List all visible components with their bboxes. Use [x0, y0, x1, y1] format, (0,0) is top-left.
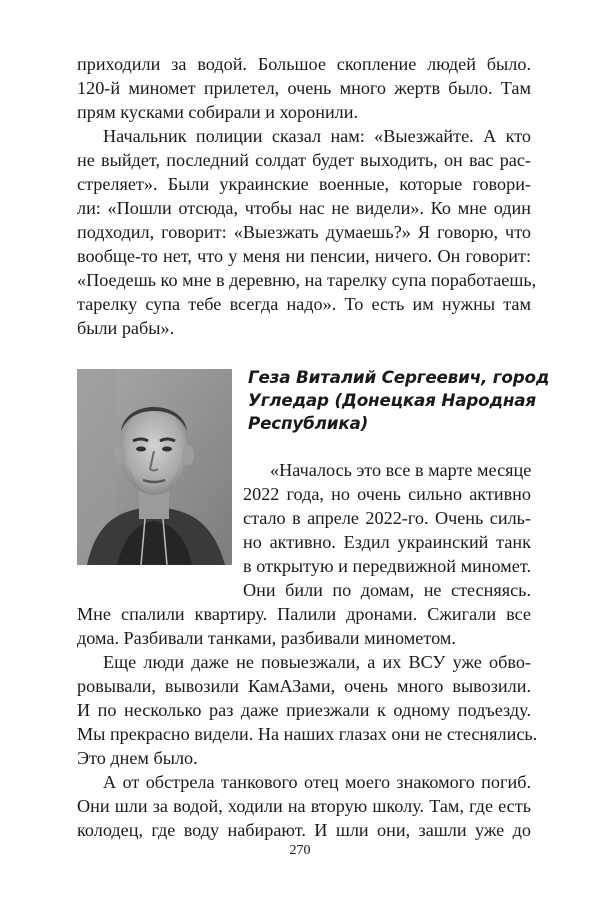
paragraph-2-line: были рабы». [77, 318, 175, 338]
paragraph-2-line: ли: «Пошли отсюда, чтобы нас не видели». Ко мне один [77, 198, 531, 218]
paragraph-2-line: Начальник полиции сказал нам: «Выезжайте. А кто [103, 126, 531, 146]
paragraph-3-line: но активно. Ездил украинский танк [243, 532, 531, 552]
paragraph-2-line: вообще-то нет, что у меня ни пенсии, ничего. Он говорит: [77, 246, 531, 266]
paragraph-2-line: подходил, говорит: «Выезжать думаешь?» Я говорю, что [77, 222, 531, 242]
paragraph-3-line: дома. Разбивали танками, разбивали минометом. [77, 628, 456, 648]
paragraph-3-line: 2022 года, но очень сильно активно [243, 484, 531, 504]
paragraph-4-line: И по несколько раз даже приезжали к одному подъезду. [77, 700, 531, 720]
portrait-photo [77, 369, 232, 565]
paragraph-1-line: прям кусками собирали и хоронили. [77, 102, 359, 122]
paragraph-5-line: колодец, где воду набирают. И шли они, зашли уже до [77, 820, 531, 840]
paragraph-5-line: Они шли за водой, ходили на вторую школу. Там, где есть [77, 796, 531, 816]
paragraph-4-line: Это днем было. [77, 748, 198, 768]
paragraph-5-line: А от обстрела танкового отец моего знакомого погиб. [103, 772, 531, 792]
paragraph-3-line: в открытую и передвижной миномет. [243, 556, 531, 576]
paragraph-2-line: стреляет». Были украинские военные, которые говори- [77, 174, 531, 194]
page-number: 270 [289, 843, 311, 858]
paragraph-2-line: «Поедешь ко мне в деревню, на тарелку супа поработаешь, [77, 270, 537, 290]
person-heading-line: Республика) [248, 413, 369, 433]
paragraph-4-line: ровывали, вывозили КамАЗами, очень много вывозили. [77, 676, 531, 696]
paragraph-1-line: 120-й миномет прилетел, очень много жертв было. Там [77, 78, 531, 98]
paragraph-2-line: тарелку супа тебе всегда надо». То есть им нужны там [77, 294, 531, 314]
paragraph-1-line: приходили за водой. Большое скопление людей было. [77, 54, 531, 74]
person-heading-line: Угледар (Донецкая Народная [248, 390, 536, 410]
paragraph-4-line: Еще люди даже не повыезжали, а их ВСУ уже обво- [103, 652, 531, 672]
paragraph-4-line: Мы прекрасно видели. На наших глазах они не стеснялись. [77, 724, 538, 744]
paragraph-3-line: Мне спалили квартиру. Палили дронами. Сжигали все [77, 604, 531, 624]
paragraph-3-line: Они били по домам, не стесняясь. [243, 580, 531, 600]
paragraph-3-line: стало в апреле 2022-го. Очень силь- [243, 508, 531, 528]
person-heading-line: Геза Виталий Сергеевич, город [248, 367, 550, 387]
paragraph-2-line: не выйдет, последний солдат будет выходить, он вас рас- [77, 150, 531, 170]
paragraph-3-line: «Началось это все в марте месяце [270, 460, 532, 480]
